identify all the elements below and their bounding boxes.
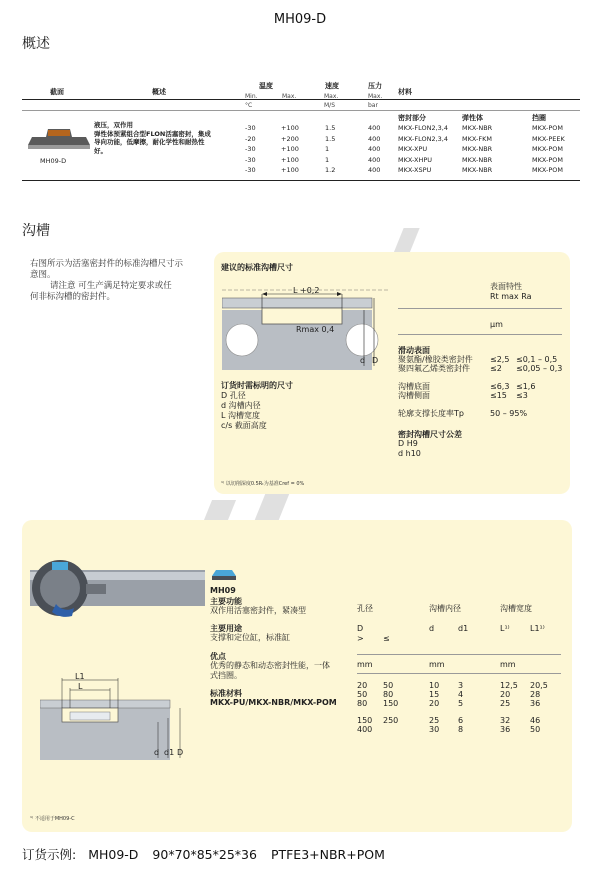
tp-value: 50 – 95% — [490, 409, 528, 418]
dim-D-label: D — [372, 356, 379, 365]
page-title: MH09-D — [273, 12, 327, 27]
col-header-max: Max. — [282, 93, 297, 100]
order-dim-item: L 沟槽宽度 — [221, 411, 260, 420]
bore-le: 250 — [383, 716, 399, 725]
sliding-row-rt: ≤2 — [490, 364, 502, 373]
bore-le: 80 — [383, 690, 394, 699]
groove-row-rt: ≤6,3 — [490, 382, 510, 391]
groove-row-ra: ≤1,6 — [516, 382, 536, 391]
ring-material: MKX-POM — [532, 145, 563, 154]
inner-d: 15 — [429, 690, 440, 699]
width-L: 25 — [500, 699, 511, 708]
table-bottom-rule — [22, 180, 580, 181]
sub-le: ≤ — [383, 634, 390, 643]
dim-d-label: d — [360, 356, 366, 365]
sliding-row-ra: ≤0,1 – 0,5 — [516, 355, 558, 364]
unit-bar: bar — [368, 102, 378, 109]
tolerance-title: 密封沟槽尺寸公差 — [398, 430, 462, 439]
groove-row-label: 沟槽底面 — [398, 382, 430, 391]
elastomer-material: MKX-NBR — [462, 155, 493, 164]
order-dims-title: 订货时需标明的尺寸 — [221, 381, 293, 390]
intro-line: 请注意 可生产满足特定要求或任 — [50, 281, 172, 291]
pressure-value: 400 — [368, 166, 381, 175]
description-line: 导向功能，低摩擦，耐化学性和耐热性 — [94, 138, 205, 146]
pressure-value: 400 — [368, 145, 381, 154]
order-dim-item: c/s 截面高度 — [221, 421, 267, 430]
col-header-min: Min. — [245, 93, 258, 100]
order-dim-item: D 孔径 — [221, 391, 246, 400]
temp-max: +100 — [281, 145, 299, 154]
width-L1: 46 — [530, 716, 541, 725]
ring-material: MKX-POM — [532, 155, 563, 164]
mh09-header-rule — [357, 654, 561, 655]
groove-row-ra: ≤3 — [516, 391, 528, 400]
inner-d1: 4 — [458, 690, 464, 699]
temp-max: +100 — [281, 124, 299, 132]
table-row — [0, 165, 600, 176]
unit-mm: mm — [429, 660, 445, 669]
panel1-title: 建议的标准沟槽尺寸 — [221, 263, 293, 272]
main-use-title: 主要用途 — [210, 624, 242, 633]
panel2-footnote: ¹⁾ 不适用于MH09-C — [30, 816, 75, 822]
seal-material: MKX-XSPU — [398, 166, 432, 175]
speed-value: 1.5 — [325, 124, 336, 132]
dim-L-label: L — [78, 682, 83, 691]
inner-d1: 6 — [458, 716, 464, 725]
pressure-value: 400 — [368, 155, 381, 164]
main-func: 双作用活塞密封件，紧凑型 — [210, 606, 306, 615]
col-header-ring: 挡圈 — [532, 114, 546, 122]
dim-d-label: d — [154, 748, 160, 757]
seal-material: MKX-FLON2,3,4 — [398, 124, 448, 132]
dim-R-label: Rmax 0,4 — [296, 325, 335, 334]
temp-max: +200 — [281, 134, 299, 143]
sub-D: D — [357, 624, 364, 633]
table-row — [0, 144, 600, 155]
bore-gt: 400 — [357, 725, 373, 734]
mh09-unit-rule — [357, 673, 561, 674]
order-size: 90*70*85*25*36 — [152, 847, 257, 862]
speed-value: 1.2 — [325, 166, 336, 175]
table-top-rule — [22, 99, 580, 100]
col-inner: 沟槽内径 — [429, 604, 461, 613]
order-dim-item: d 沟槽内径 — [221, 401, 261, 410]
order-example — [22, 845, 385, 863]
temp-min: -20 — [245, 134, 256, 143]
seal-material: MKX-XHPU — [398, 155, 433, 164]
inner-d1: 3 — [458, 681, 464, 690]
sub-L1: L1¹⁾ — [530, 624, 545, 633]
table-row — [0, 134, 600, 145]
sliding-row-ra: ≤0,05 – 0,3 — [516, 364, 563, 373]
adv-title: 优点 — [210, 652, 226, 661]
main-func-title: 主要功能 — [210, 597, 242, 606]
sub-d1: d1 — [458, 624, 469, 633]
sliding-row-label: 聚四氟乙烯类密封件 — [398, 364, 470, 373]
dim-L1-label: L1 — [75, 672, 85, 681]
ring-material: MKX-PEEK — [532, 134, 565, 143]
col-header-speed-max: Max. — [324, 93, 339, 100]
groove-heading: 沟槽 — [22, 223, 50, 239]
um-unit: µm — [490, 320, 503, 329]
table-row — [0, 123, 600, 134]
bore-le: 150 — [383, 699, 399, 708]
tolerance-item: d h10 — [398, 449, 421, 458]
width-L1: 36 — [530, 699, 541, 708]
order-code: MH09-D — [88, 847, 139, 862]
elastomer-material: MKX-FKM — [462, 134, 492, 143]
temp-max: +100 — [281, 166, 299, 175]
sub-L: L¹⁾ — [500, 624, 510, 633]
bore-le: 50 — [383, 681, 394, 690]
col-header-material: 材料 — [398, 88, 412, 96]
col-header-speed: 速度 — [325, 82, 339, 90]
sub-gt: > — [357, 634, 364, 643]
order-label: 订货示例: — [22, 847, 77, 862]
bore-gt: 20 — [357, 681, 368, 690]
elastomer-material: MKX-NBR — [462, 145, 493, 154]
temp-min: -30 — [245, 155, 256, 164]
speed-value: 1.5 — [325, 134, 336, 143]
sub-d: d — [429, 624, 435, 633]
description-line: 好。 — [94, 146, 107, 155]
speed-value: 1 — [325, 155, 330, 164]
inner-d1: 8 — [458, 725, 464, 734]
unit-mm: mm — [500, 660, 516, 669]
width-L1: 20,5 — [530, 681, 548, 690]
sliding-row-rt: ≤2,5 — [490, 355, 510, 364]
col-header-overview: 概述 — [152, 88, 166, 96]
inner-d: 10 — [429, 681, 440, 690]
mat-title: 标准材料 — [210, 689, 242, 698]
inner-d: 30 — [429, 725, 440, 734]
ring-material: MKX-POM — [532, 166, 563, 175]
sliding-row-label: 聚氨酯/橡胶类密封件 — [398, 355, 473, 364]
intro-line: 右图所示为活塞密封件的标准沟槽尺寸示 — [30, 259, 184, 269]
width-L: 36 — [500, 725, 511, 734]
surface-title: 表面特性 — [490, 282, 522, 291]
groove-row-label: 沟槽侧面 — [398, 391, 430, 400]
adv-line: 式挡圈。 — [210, 671, 242, 680]
col-header-pressure: 压力 — [368, 82, 382, 90]
inner-d1: 5 — [458, 699, 464, 708]
dim-d1-label: d1 — [164, 748, 175, 757]
bore-gt: 80 — [357, 699, 368, 708]
groove-row-rt: ≤15 — [490, 391, 507, 400]
order-material: PTFE3+NBR+POM — [270, 847, 385, 862]
unit-celsius: °C — [245, 102, 253, 109]
width-L1: 28 — [530, 690, 541, 699]
unit-mm: mm — [357, 660, 373, 669]
unit-rule — [22, 110, 580, 111]
col-header-seal: 密封部分 — [398, 114, 426, 122]
col-header-temperature: 温度 — [259, 82, 273, 90]
surface-rule — [398, 308, 562, 309]
intro-line: 意图。 — [30, 270, 56, 280]
bore-gt: 150 — [357, 716, 373, 725]
temp-min: -30 — [245, 124, 256, 132]
col-bore: 孔径 — [357, 604, 373, 613]
pressure-value: 400 — [368, 134, 381, 143]
mh09-profile-icon — [210, 566, 238, 582]
pressure-value: 400 — [368, 124, 381, 132]
seal-material: MKX-FLON2,3,4 — [398, 134, 448, 143]
surface-cols: Rt max Ra — [490, 292, 532, 301]
main-use: 支撑和定位缸，标准缸 — [210, 633, 290, 642]
material-table-rows — [0, 123, 600, 176]
tp-label: 轮廓支撑长度率Tp — [398, 409, 464, 418]
profile-name: MH09 — [210, 586, 236, 595]
elastomer-material: MKX-NBR — [462, 124, 493, 132]
width-L: 12,5 — [500, 681, 518, 690]
piston-assembly-icon — [30, 542, 205, 634]
surface-rule — [398, 334, 562, 335]
profile-label: MH09-D — [40, 157, 67, 165]
width-L: 20 — [500, 690, 511, 699]
unit-ms: M/S — [324, 102, 336, 109]
seal-material: MKX-XPU — [398, 145, 428, 154]
table-row — [0, 155, 600, 166]
inner-d: 25 — [429, 716, 440, 725]
width-L: 32 — [500, 716, 511, 725]
speed-value: 1 — [325, 145, 330, 154]
intro-line: 何非标沟槽的密封件。 — [30, 292, 116, 302]
overview-heading: 概述 — [22, 36, 50, 52]
sliding-title: 滑动表面 — [398, 346, 430, 355]
adv-line: 优秀的静态和动态密封性能，一体 — [210, 661, 330, 670]
col-header-pressure-max: Max. — [368, 93, 383, 100]
inner-d: 20 — [429, 699, 440, 708]
bore-gt: 50 — [357, 690, 368, 699]
elastomer-material: MKX-NBR — [462, 166, 493, 175]
temp-max: +100 — [281, 155, 299, 164]
ring-material: MKX-POM — [532, 124, 563, 132]
width-L1: 50 — [530, 725, 541, 734]
col-header-elastomer: 弹性体 — [462, 114, 483, 122]
groove-intro — [30, 259, 210, 303]
dim-D-label: D — [177, 748, 184, 757]
col-width: 沟槽宽度 — [500, 604, 532, 613]
col-header-section: 截面 — [50, 88, 64, 96]
temp-min: -30 — [245, 166, 256, 175]
panel1-footnote: ¹⁾ 以切削深度0.5Rₜ为基准Cref = 0% — [221, 481, 305, 487]
description-line: 液压，双作用 — [94, 121, 133, 129]
temp-min: -30 — [245, 145, 256, 154]
description-line: 弹性体预紧组合型FLON活塞密封，集成 — [94, 129, 211, 138]
mat-value: MKX-PU/MKX-NBR/MKX-POM — [210, 698, 337, 707]
tolerance-item: D H9 — [398, 439, 418, 448]
dim-L-label: L +0,2 — [293, 286, 320, 295]
